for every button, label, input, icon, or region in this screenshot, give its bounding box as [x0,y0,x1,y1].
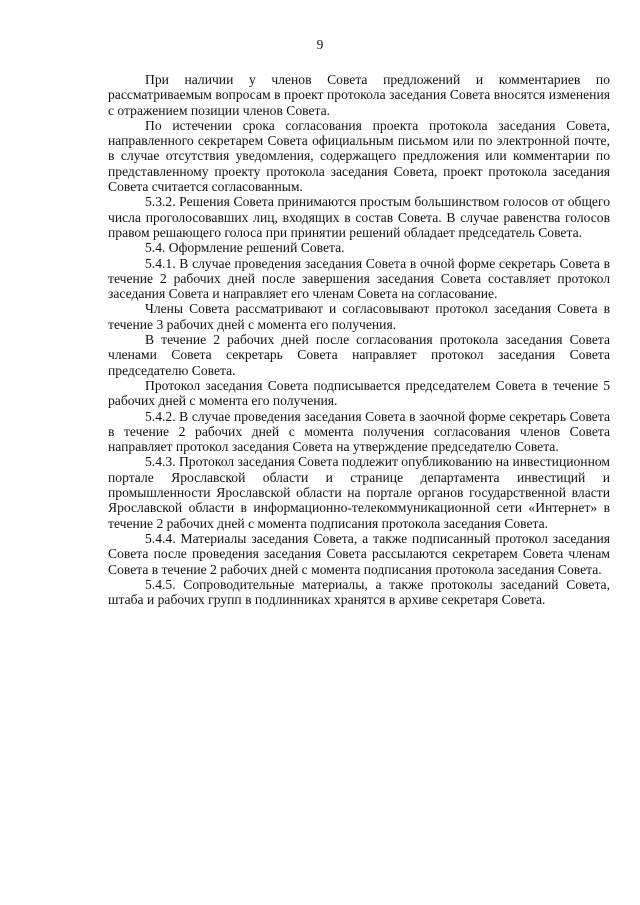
page-number: 9 [316,37,324,52]
paragraph: При наличии у членов Совета предложений и комментариев по рассматриваемым вопросам в проект протокола заседания Совета вносятся изменения с отражением позиции членов Совета. [108,72,610,118]
paragraph: Протокол заседания Совета подписывается председателем Совета в течение 5 рабочих дней с момента его получения. [108,377,610,409]
paragraph: 5.4.5. Сопроводительные материалы, а также протоколы заседаний Совета, штаба и рабочих групп в подлинниках хранятся в архиве секретаря Совета. [108,576,610,608]
paragraph: Члены Совета рассматривают и согласовывают протокол заседания Совета в течение 3 рабочих дней с момента его получения. [108,301,610,332]
body-text [108,72,610,607]
paragraph: 5.4.2. В случае проведения заседания Совета в заочной форме секретарь Совета в течение 2 рабочих дней с момента получения согласования членов Совета направляет протокол заседания Совета на утверждение председателю Совета. [108,408,610,455]
paragraph: 5.4.4. Материалы заседания Совета, а также подписанный протокол заседания Совета после проведения заседания Совета рассылаются секретарем Совета членам Совета в течение 2 рабочих дней с момента подписания протокола заседания Совета. [108,530,610,577]
paragraph: В течение 2 рабочих дней после согласования протокола заседания Совета членами Совета секретарь Совета направляет протокол заседания Совета председателю Совета. [108,332,610,378]
paragraph: 5.4. Оформление решений Совета. [145,240,345,256]
paragraph: 5.4.3. Протокол заседания Совета подлежит опубликованию на инвестиционном портале Ярославской области и странице департамента инвестиций и промышленности Ярославской области на портале органов государственной власти Ярославской области в информационно-телекоммуникационной сети «Интернет» в течение 2 рабочих дней с момента подписания протокола заседания Совета. [108,454,610,531]
paragraph: 5.4.1. В случае проведения заседания Совета в очной форме секретарь Совета в течение 2 рабочих дней после завершения заседания Совета составляет протокол заседания Совета и направляет его членам Совета на согласование. [108,255,610,302]
paragraph: По истечении срока согласования проекта протокола заседания Совета, направленного секретарем Совета официальным письмом или по электронной почте, в случае отсутствия уведомления, содержащего предложения или комментарии по представленному проекту протокола заседания Совета, проект протокола заседания Совета считается согласованным. [108,117,610,195]
paragraph: 5.3.2. Решения Совета принимаются простым большинством голосов от общего числа проголосовавших лиц, входящих в состав Совета. В случае равенства голосов правом решающего голоса при принятии решений обладает председатель Совета. [108,194,610,240]
